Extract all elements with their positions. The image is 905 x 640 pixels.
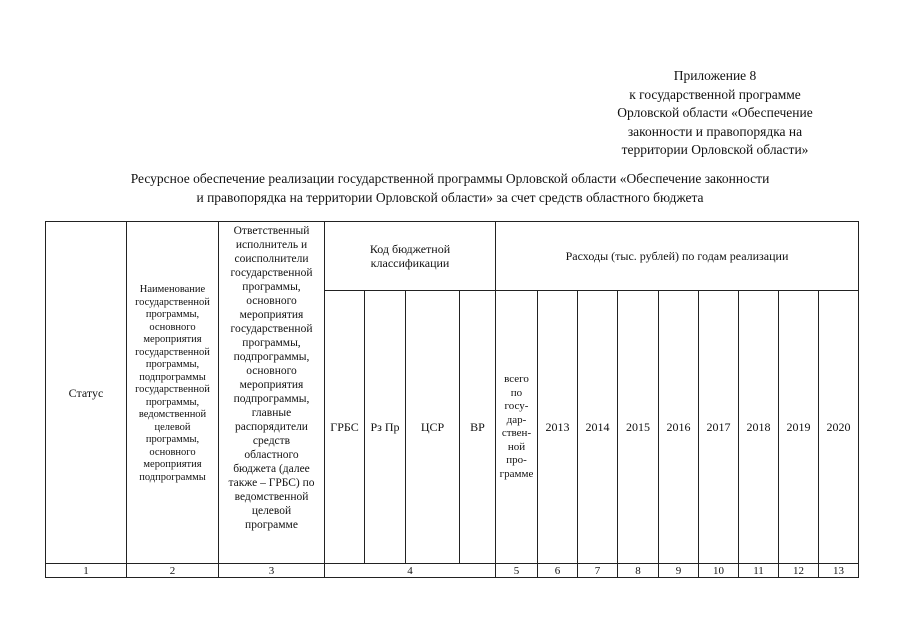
- appendix-line: к государственной программе: [629, 86, 801, 102]
- column-number: 1: [46, 564, 127, 578]
- title-line: Ресурсное обеспечение реализации государственной программы Орловской области «Обеспечение законности: [130, 171, 770, 186]
- column-number: 9: [659, 564, 699, 578]
- header-line: мероприятия: [239, 379, 304, 391]
- document-title: [70, 170, 830, 207]
- header-line: исполнитель и: [235, 239, 308, 251]
- header-line: мероприятия: [239, 309, 304, 321]
- header-line: всего: [504, 373, 529, 385]
- appendix-note: [600, 67, 830, 160]
- column-number: 4: [325, 564, 496, 578]
- header-line: программы,: [145, 396, 200, 408]
- resource-table: [45, 221, 859, 578]
- header-year-2014: 2014: [578, 291, 618, 564]
- column-number: 8: [618, 564, 659, 578]
- column-number: 2: [127, 564, 219, 578]
- header-line: мероприятия: [143, 334, 202, 345]
- header-line: подпрограммы,: [233, 351, 310, 363]
- header-line: областного: [244, 449, 299, 461]
- column-number: 12: [779, 564, 819, 578]
- header-line: подпрограммы,: [233, 393, 310, 405]
- header-line: ствен-: [501, 427, 532, 439]
- header-year-2017: 2017: [699, 291, 739, 564]
- header-rzpr: Рз Пр: [365, 291, 406, 564]
- header-line: основного: [246, 365, 297, 377]
- header-line: программы,: [145, 309, 200, 320]
- header-budget-code: [325, 222, 496, 291]
- header-line: Наименование: [139, 284, 206, 295]
- header-line: соисполнители: [234, 253, 309, 265]
- header-year-2020: 2020: [819, 291, 859, 564]
- column-number-row: [46, 564, 859, 578]
- header-line: программы,: [145, 434, 200, 445]
- header-line: основного: [149, 446, 196, 458]
- title-line: и правопорядка на территории Орловской области» за счет средств областного бюджета: [196, 189, 704, 205]
- column-number: 6: [538, 564, 578, 578]
- header-csr: ЦСР: [406, 291, 460, 564]
- appendix-line: территории Орловской области»: [621, 142, 809, 157]
- header-line: государственной: [135, 346, 210, 358]
- column-number: 11: [739, 564, 779, 578]
- header-line: ведомственной: [138, 409, 207, 420]
- header-line: дар-: [506, 413, 527, 426]
- header-line: государственной: [135, 384, 210, 395]
- header-line: подпрограммы: [139, 471, 206, 483]
- header-expenses: Расходы (тыс. рублей) по годам реализации: [496, 222, 859, 291]
- header-line: мероприятия: [143, 459, 202, 470]
- header-line: распорядители: [235, 421, 308, 433]
- header-year-2013: 2013: [538, 291, 578, 564]
- header-line: госу-: [504, 400, 529, 412]
- header-line: по: [510, 386, 523, 399]
- header-year-2019: 2019: [779, 291, 819, 564]
- header-line: главные: [251, 407, 292, 419]
- header-line: ной: [507, 440, 526, 453]
- header-line: государственной: [135, 296, 210, 308]
- appendix-line: Орловской области «Обеспечение: [617, 105, 813, 120]
- header-line: Код бюджетной: [369, 242, 451, 256]
- header-line: государственной: [230, 323, 313, 335]
- header-year-2018: 2018: [739, 291, 779, 564]
- header-line: Ответственный: [233, 225, 310, 237]
- column-number: 7: [578, 564, 618, 578]
- header-line: основного: [149, 321, 196, 333]
- header-line: подпрограммы: [139, 371, 206, 383]
- appendix-line: законности и правопорядка на: [627, 123, 803, 139]
- header-vr: ВР: [460, 291, 496, 564]
- header-line: про-: [506, 454, 527, 466]
- header-line: целевой: [251, 505, 292, 517]
- header-line: основного: [246, 295, 297, 307]
- header-line: классификации: [370, 256, 450, 270]
- header-line: средств: [252, 435, 291, 447]
- header-total: [496, 291, 538, 564]
- header-line: программы,: [242, 281, 301, 293]
- header-grbs: ГРБС: [325, 291, 365, 564]
- column-number: 13: [819, 564, 859, 578]
- header-line: также – ГРБС) по: [228, 477, 315, 489]
- appendix-line: Приложение 8: [673, 68, 757, 83]
- header-program-name: [127, 222, 219, 564]
- header-line: целевой: [154, 421, 191, 433]
- header-line: грамме: [499, 467, 534, 480]
- header-line: программы,: [145, 359, 200, 370]
- header-status: Статус: [46, 222, 127, 564]
- header-line: программе: [245, 519, 298, 531]
- column-number: 3: [219, 564, 325, 578]
- header-year-2016: 2016: [659, 291, 699, 564]
- column-number: 5: [496, 564, 538, 578]
- header-line: бюджета (далее: [233, 463, 310, 475]
- header-line: ведомственной: [234, 491, 309, 503]
- header-line: государственной: [230, 267, 313, 279]
- header-responsible: [219, 222, 325, 564]
- header-line: программы,: [242, 337, 301, 349]
- header-year-2015: 2015: [618, 291, 659, 564]
- column-number: 10: [699, 564, 739, 578]
